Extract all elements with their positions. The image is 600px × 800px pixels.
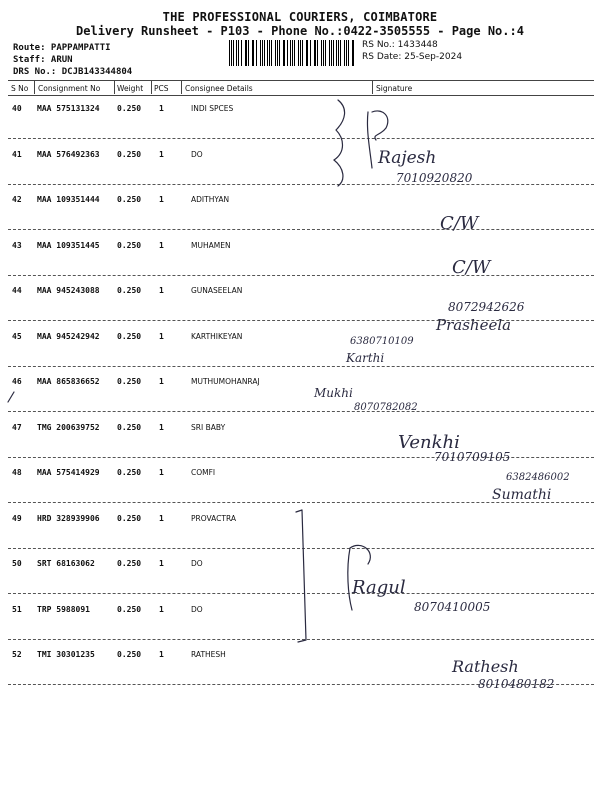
row-consignee: MUTHUMOHANRAJ: [191, 377, 260, 386]
row-consignment-no: MAA 865836652: [37, 377, 100, 386]
signature-stroke: [348, 545, 371, 610]
column-divider: [372, 80, 373, 94]
signature-stroke: [367, 111, 387, 168]
row-weight: 0.250: [117, 104, 142, 113]
handwriting-8: Karthi: [346, 351, 385, 365]
handwriting-17: Rathesh: [452, 657, 519, 676]
barcode-bar: [310, 40, 311, 66]
row-weight: 0.250: [117, 150, 142, 159]
barcode-bar: [336, 40, 337, 66]
rs-date: RS Date: 25-Sep-2024: [362, 52, 463, 62]
row-separator: [8, 593, 594, 594]
row-sno: 52: [12, 650, 22, 659]
row-consignment-no: TRP 5988091: [37, 605, 90, 614]
row-sno: 40: [12, 104, 22, 113]
row-separator: [8, 138, 594, 139]
column-divider: [181, 80, 182, 94]
handwriting-6: Prasheela: [436, 316, 512, 334]
row-weight: 0.250: [117, 241, 142, 250]
row-sno: 46: [12, 377, 22, 386]
row-pcs: 1: [159, 286, 164, 295]
col-header-pcs: PCS: [154, 84, 169, 93]
row-sno: 50: [12, 559, 22, 568]
col-header-sno: S No: [11, 84, 29, 93]
route-label: Route: PAPPAMPATTI: [13, 43, 111, 53]
row-pcs: 1: [159, 468, 164, 477]
row-separator: [8, 366, 594, 367]
row-sno: 47: [12, 423, 22, 432]
staff-label: Staff: ARUN: [13, 55, 73, 65]
runsheet-subtitle: Delivery Runsheet - P103 - Phone No.:0422-3505555 - Page No.:4: [76, 24, 524, 38]
row-pcs: 1: [159, 377, 164, 386]
row-weight: 0.250: [117, 605, 142, 614]
barcode-bar: [317, 40, 318, 66]
barcode-bar: [241, 40, 242, 66]
row-consignee: DO: [191, 605, 203, 614]
column-divider: [151, 80, 152, 94]
barcode-bar: [302, 40, 303, 66]
row-consignment-no: HRD 328939906: [37, 514, 100, 523]
bracket-mark: [296, 510, 306, 642]
row-consignment-no: MAA 576492363: [37, 150, 100, 159]
row-weight: 0.250: [117, 650, 142, 659]
row-separator: [8, 320, 594, 321]
handwriting-15: Ragul: [352, 577, 406, 598]
row-consignee: PROVACTRA: [191, 514, 237, 523]
row-pcs: 1: [159, 150, 164, 159]
drs-number: DRS No.: DCJB143344804: [13, 67, 133, 77]
col-header-weight: Weight: [117, 84, 144, 93]
col-header-details: Consignee Details: [185, 84, 253, 93]
handwriting-5: 8072942626: [448, 300, 525, 314]
row-sno: 42: [12, 195, 22, 204]
barcode-bar: [229, 40, 230, 66]
tick-mark: [8, 392, 14, 402]
row-separator: [8, 639, 594, 640]
row-separator: [8, 229, 594, 230]
column-divider: [34, 80, 35, 94]
row-consignee: DO: [191, 150, 203, 159]
row-separator: [8, 275, 594, 276]
row-pcs: 1: [159, 104, 164, 113]
row-separator: [8, 184, 594, 185]
handwriting-14: Sumathi: [492, 487, 552, 503]
handwriting-12: 7010709105: [434, 450, 511, 464]
barcode-bar: [269, 40, 270, 66]
row-pcs: 1: [159, 514, 164, 523]
handwriting-3: C/W: [440, 213, 479, 234]
row-separator: [8, 457, 594, 458]
barcode-bar: [348, 40, 349, 66]
handwriting-2: 7010920820: [396, 171, 473, 185]
barcode-bar: [298, 40, 299, 66]
row-pcs: 1: [159, 332, 164, 341]
barcode: [229, 40, 356, 66]
row-weight: 0.250: [117, 468, 142, 477]
row-sno: 43: [12, 241, 22, 250]
row-consignment-no: MAA 945243088: [37, 286, 100, 295]
row-weight: 0.250: [117, 332, 142, 341]
row-consignment-no: TMI 30301235: [37, 650, 95, 659]
row-consignee: RATHESH: [191, 650, 226, 659]
row-sno: 41: [12, 150, 22, 159]
row-sno: 44: [12, 286, 22, 295]
bracket-mark: [334, 100, 345, 186]
column-divider: [114, 80, 115, 94]
row-consignee: KARTHIKEYAN: [191, 332, 243, 341]
barcode-bar: [256, 40, 257, 66]
row-sno: 51: [12, 605, 22, 614]
handwriting-10: 8070782082: [354, 402, 418, 413]
row-separator: [8, 502, 594, 503]
row-pcs: 1: [159, 559, 164, 568]
barcode-bar: [340, 40, 341, 66]
barcode-bar: [271, 40, 272, 66]
col-header-signature: Signature: [376, 84, 413, 93]
row-weight: 0.250: [117, 423, 142, 432]
row-weight: 0.250: [117, 377, 142, 386]
handwriting-11: Venkhi: [398, 432, 460, 453]
barcode-bar: [323, 40, 324, 66]
handwriting-4: C/W: [452, 257, 491, 278]
row-weight: 0.250: [117, 286, 142, 295]
row-weight: 0.250: [117, 559, 142, 568]
barcode-bar: [279, 40, 280, 66]
handwriting-18: 8010480182: [478, 677, 555, 691]
barcode-bar: [294, 40, 295, 66]
rs-number: RS No.: 1433448: [362, 40, 438, 50]
row-weight: 0.250: [117, 195, 142, 204]
barcode-bar: [353, 40, 354, 66]
handwriting-7: 6380710109: [350, 336, 414, 347]
row-consignment-no: TMG 200639752: [37, 423, 100, 432]
row-consignee: ADITHYAN: [191, 195, 230, 204]
row-separator: [8, 548, 594, 549]
row-consignment-no: SRT 68163062: [37, 559, 95, 568]
row-sno: 45: [12, 332, 22, 341]
row-pcs: 1: [159, 423, 164, 432]
row-pcs: 1: [159, 195, 164, 204]
barcode-bar: [236, 40, 237, 66]
row-consignee: DO: [191, 559, 203, 568]
company-title: THE PROFESSIONAL COURIERS, COIMBATORE: [162, 10, 438, 24]
row-weight: 0.250: [117, 514, 142, 523]
row-sno: 48: [12, 468, 22, 477]
row-consignment-no: MAA 109351444: [37, 195, 100, 204]
col-header-consignment: Consignment No: [38, 84, 101, 93]
row-consignee: SRI BABY: [191, 423, 226, 432]
barcode-bar: [284, 40, 285, 66]
header-top-rule: [8, 80, 594, 81]
row-consignment-no: MAA 575131324: [37, 104, 100, 113]
handwriting-16: 8070410005: [414, 600, 491, 614]
row-consignment-no: MAA 109351445: [37, 241, 100, 250]
row-separator: [8, 684, 594, 685]
barcode-bar: [260, 40, 261, 66]
barcode-bar: [325, 40, 326, 66]
row-separator: [8, 411, 594, 412]
row-pcs: 1: [159, 605, 164, 614]
row-pcs: 1: [159, 241, 164, 250]
row-consignee: COMFI: [191, 468, 216, 477]
row-consignee: GUNASEELAN: [191, 286, 243, 295]
row-consignee: INDI SPCES: [191, 104, 234, 113]
barcode-bar: [248, 40, 249, 66]
row-sno: 49: [12, 514, 22, 523]
row-consignment-no: MAA 575414929: [37, 468, 100, 477]
handwriting-9: Mukhi: [314, 386, 353, 400]
handwriting-13: 6382486002: [506, 472, 570, 483]
row-consignment-no: MAA 945242942: [37, 332, 100, 341]
row-consignee: MUHAMEN: [191, 241, 231, 250]
header-bottom-rule: [8, 95, 594, 96]
handwriting-1: Rajesh: [378, 148, 437, 168]
row-pcs: 1: [159, 650, 164, 659]
